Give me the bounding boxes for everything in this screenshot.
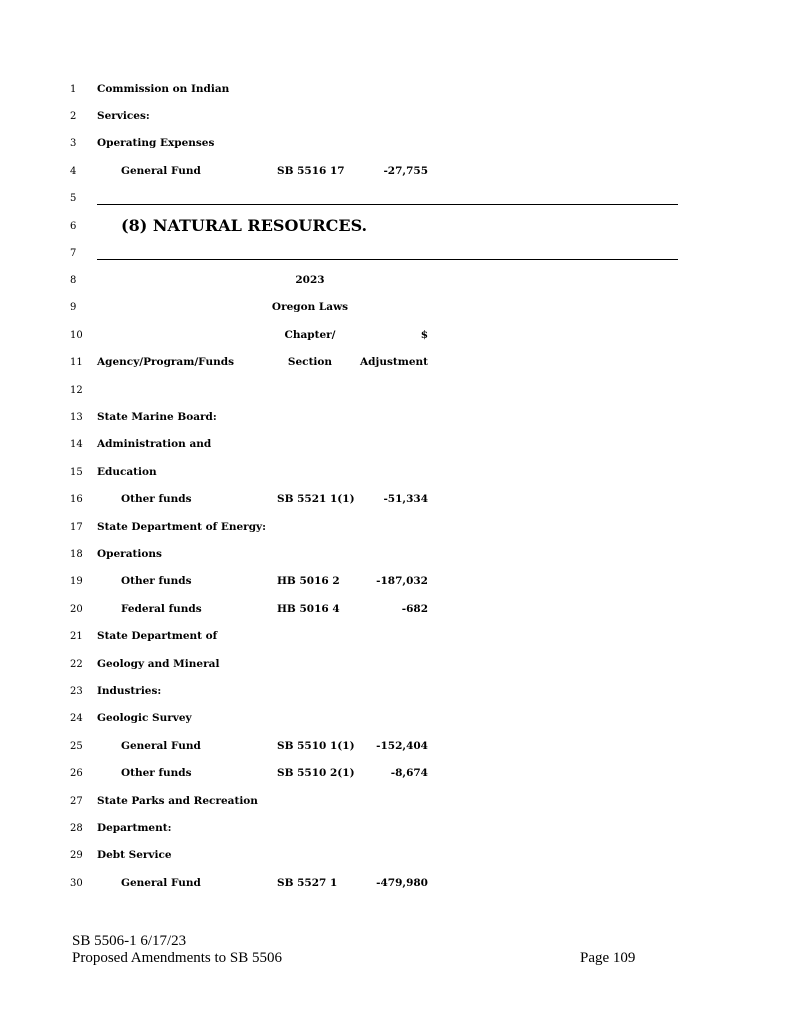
line-number: 2 <box>70 111 77 122</box>
line-number: 15 <box>70 467 83 478</box>
line-number: 18 <box>70 549 83 560</box>
line-number: 7 <box>70 248 77 259</box>
footer-page-number: Page 109 <box>580 950 636 966</box>
section-ref: SB 5527 1 <box>277 877 338 889</box>
agency-name: State Marine Board: <box>97 411 217 423</box>
line-number: 27 <box>70 796 83 807</box>
line-number: 1 <box>70 84 77 95</box>
header-section-column: Section <box>287 356 333 368</box>
header-currency: $ <box>420 329 428 341</box>
line-number: 20 <box>70 604 83 615</box>
adjustment-amount: -8,674 <box>390 767 428 779</box>
section-ref: SB 5521 1(1) <box>277 493 355 505</box>
section-title: (8) NATURAL RESOURCES. <box>121 216 368 235</box>
header-adjustment-column: Adjustment <box>360 356 428 368</box>
adjustment-amount: -152,404 <box>376 740 428 752</box>
horizontal-rule <box>97 259 678 260</box>
line-number: 12 <box>70 385 83 396</box>
fund-name: General Fund <box>121 740 201 752</box>
line-number: 22 <box>70 659 83 670</box>
fund-name: Other funds <box>121 767 192 779</box>
section-ref: HB 5016 2 <box>277 575 340 587</box>
fund-name: Other funds <box>121 493 192 505</box>
section-ref: HB 5016 4 <box>277 603 340 615</box>
line-number: 10 <box>70 330 83 341</box>
header-agency-column: Agency/Program/Funds <box>97 356 234 368</box>
section-ref: SB 5510 2(1) <box>277 767 355 779</box>
line-number: 24 <box>70 713 83 724</box>
adjustment-amount: -479,980 <box>376 877 428 889</box>
section-ref: SB 5516 17 <box>277 165 345 177</box>
program-name: Education <box>97 466 157 478</box>
line-number: 3 <box>70 138 77 149</box>
agency-name: State Department of <box>97 630 218 642</box>
fund-name: Other funds <box>121 575 192 587</box>
adjustment-amount: -187,032 <box>376 575 428 587</box>
line-number: 26 <box>70 768 83 779</box>
agency-name: Geology and Mineral <box>97 658 220 670</box>
line-number: 29 <box>70 850 83 861</box>
line-number: 11 <box>70 357 83 368</box>
line-number: 23 <box>70 686 83 697</box>
agency-name: Industries: <box>97 685 162 697</box>
header-chapter: Chapter/ <box>284 329 336 341</box>
line-number: 28 <box>70 823 83 834</box>
line-number: 17 <box>70 522 83 533</box>
line-number: 9 <box>70 302 77 313</box>
agency-name: Services: <box>97 110 150 122</box>
line-number: 13 <box>70 412 83 423</box>
adjustment-amount: -682 <box>401 603 428 615</box>
line-number: 16 <box>70 494 83 505</box>
agency-name: Department: <box>97 822 172 834</box>
program-name: Administration and <box>97 438 212 450</box>
line-number: 25 <box>70 741 83 752</box>
program-name: Debt Service <box>97 849 172 861</box>
line-number: 30 <box>70 878 83 889</box>
program-name: Operations <box>97 548 162 560</box>
adjustment-amount: -27,755 <box>383 165 428 177</box>
agency-name: Commission on Indian <box>97 83 230 95</box>
header-laws: Oregon Laws <box>271 301 349 313</box>
program-name: Geologic Survey <box>97 712 192 724</box>
header-year: 2023 <box>295 274 325 286</box>
horizontal-rule <box>97 204 678 205</box>
line-number: 6 <box>70 221 77 232</box>
footer-description: Proposed Amendments to SB 5506 <box>72 950 283 966</box>
line-number: 4 <box>70 166 77 177</box>
line-number: 5 <box>70 193 77 204</box>
fund-name: General Fund <box>121 877 201 889</box>
fund-name: General Fund <box>121 165 201 177</box>
line-number: 8 <box>70 275 77 286</box>
fund-name: Federal funds <box>121 603 202 615</box>
program-name: Operating Expenses <box>97 137 215 149</box>
agency-name: State Department of Energy: <box>97 521 267 533</box>
adjustment-amount: -51,334 <box>383 493 428 505</box>
agency-name: State Parks and Recreation <box>97 795 258 807</box>
line-number: 21 <box>70 631 83 642</box>
section-ref: SB 5510 1(1) <box>277 740 355 752</box>
line-number: 19 <box>70 576 83 587</box>
footer-doc-id: SB 5506-1 6/17/23 <box>72 933 187 949</box>
line-number: 14 <box>70 439 83 450</box>
